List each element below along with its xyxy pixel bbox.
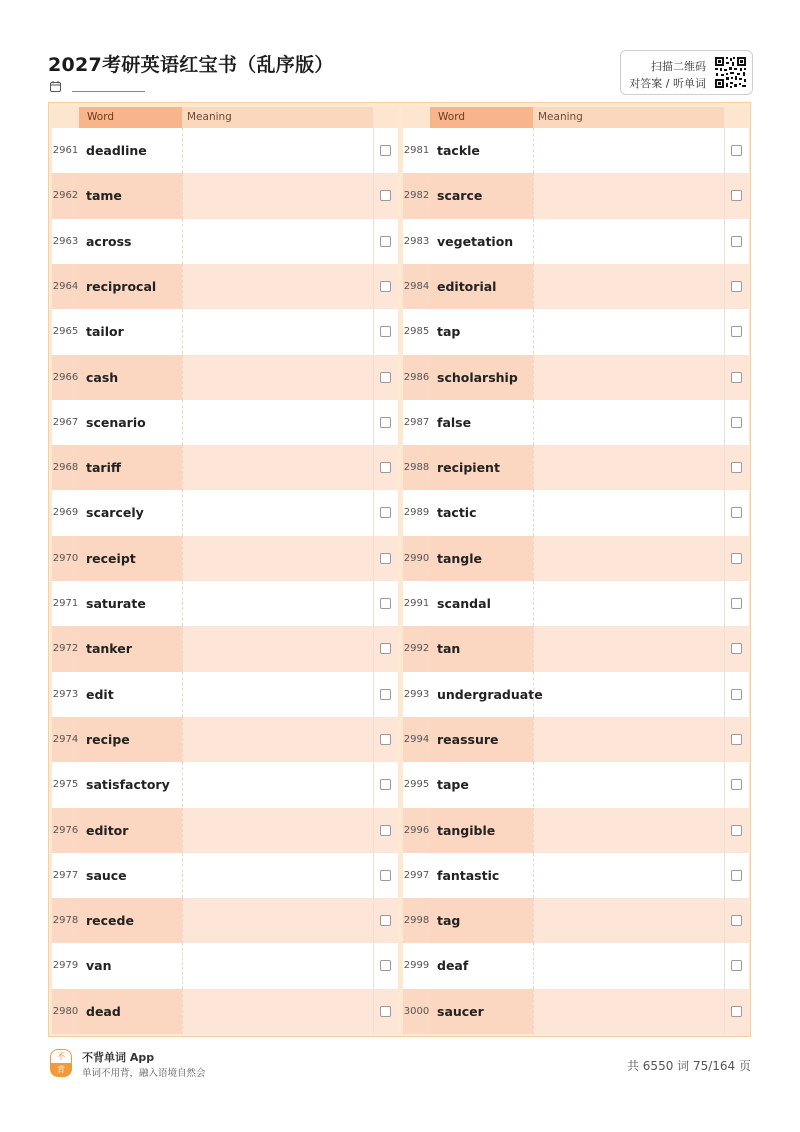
check-cell — [724, 808, 749, 853]
word-text: receipt — [79, 536, 182, 581]
table-row — [52, 717, 398, 762]
meaning-blank[interactable] — [182, 400, 373, 445]
meaning-blank[interactable] — [533, 943, 724, 988]
table-row — [403, 853, 749, 898]
qr-text-line2: 对答案 / 听单词 — [629, 77, 706, 90]
logo-bottom: 背 — [50, 1063, 72, 1077]
word-number: 2972 — [52, 626, 79, 671]
word-number: 2969 — [52, 507, 79, 519]
word-number: 2988 — [403, 445, 430, 490]
meaning-blank[interactable] — [533, 490, 724, 535]
meaning-blank[interactable] — [182, 173, 373, 218]
check-cell — [724, 717, 749, 762]
checkbox-icon[interactable] — [380, 689, 391, 700]
table-row — [52, 445, 398, 490]
word-number: 2989 — [403, 507, 430, 519]
table-row — [52, 581, 398, 626]
word-text: reassure — [430, 717, 533, 762]
checkbox-icon[interactable] — [731, 281, 742, 292]
check-cell — [373, 219, 398, 264]
word-text: tame — [79, 173, 182, 218]
meaning-blank[interactable] — [182, 943, 373, 988]
word-text: fantastic — [437, 867, 500, 883]
table-row — [403, 626, 749, 671]
check-cell — [724, 943, 749, 988]
check-cell — [373, 355, 398, 400]
word-number: 2986 — [403, 355, 430, 400]
word-text: tackle — [437, 143, 480, 158]
word-number: 2974 — [52, 717, 79, 762]
meaning-blank[interactable] — [182, 536, 373, 581]
word-number: 2962 — [52, 173, 79, 218]
word-text: scarcely — [86, 505, 144, 521]
word-text: recipient — [430, 445, 533, 490]
check-cell — [724, 219, 749, 264]
word-text: across — [86, 233, 132, 249]
meaning-blank[interactable] — [182, 672, 373, 717]
word-number: 2970 — [52, 536, 79, 581]
check-cell — [724, 853, 749, 898]
word-text: editorial — [430, 264, 533, 309]
checkbox-icon[interactable] — [380, 236, 391, 247]
checkbox-icon[interactable] — [380, 734, 391, 745]
table-row — [52, 943, 398, 988]
checkbox-icon[interactable] — [731, 598, 742, 609]
check-cell — [373, 536, 398, 581]
right-column — [403, 107, 749, 1033]
vocabulary-table — [48, 102, 751, 1037]
check-cell — [724, 762, 749, 807]
word-text: cash — [79, 355, 182, 400]
word-text: scarce — [430, 173, 533, 218]
meaning-blank[interactable] — [533, 581, 724, 626]
table-row — [52, 762, 398, 807]
table-row — [52, 309, 398, 354]
check-cell — [724, 672, 749, 717]
table-row — [52, 808, 398, 853]
check-cell — [724, 355, 749, 400]
check-cell — [373, 264, 398, 309]
table-row — [403, 898, 749, 943]
table-row — [52, 264, 398, 309]
check-cell — [373, 898, 398, 943]
word-number: 2993 — [403, 688, 430, 700]
meaning-blank[interactable] — [533, 672, 724, 717]
checkbox-icon[interactable] — [380, 1006, 391, 1017]
table-row — [52, 490, 398, 535]
meaning-blank[interactable] — [533, 717, 724, 762]
check-cell — [373, 989, 398, 1034]
table-row — [403, 717, 749, 762]
checkbox-icon[interactable] — [380, 870, 391, 881]
table-row — [403, 989, 749, 1034]
word-number: 2977 — [52, 869, 79, 881]
qr-text — [629, 58, 706, 92]
table-row — [403, 400, 749, 445]
checkbox-icon[interactable] — [380, 825, 391, 836]
meaning-blank[interactable] — [182, 717, 373, 762]
meaning-blank[interactable] — [533, 400, 724, 445]
header-word: Word — [79, 107, 182, 128]
checkbox-icon[interactable] — [731, 507, 742, 518]
word-number: 2990 — [403, 536, 430, 581]
word-number: 2967 — [52, 416, 79, 428]
word-text: sauce — [86, 867, 127, 883]
word-number: 2984 — [403, 264, 430, 309]
table-row — [403, 581, 749, 626]
table-row — [403, 536, 749, 581]
table-row — [403, 219, 749, 264]
word-text: undergraduate — [437, 686, 543, 702]
check-cell — [373, 762, 398, 807]
date-field — [50, 80, 150, 94]
app-slogan: 单词不用背，融入语境自然会 — [82, 1068, 206, 1079]
table-header — [52, 107, 398, 128]
word-number: 2968 — [52, 445, 79, 490]
word-text: saturate — [86, 596, 146, 611]
logo-top: 不 — [50, 1049, 72, 1064]
word-text: saucer — [430, 989, 533, 1034]
calendar-icon — [50, 81, 61, 92]
meaning-blank[interactable] — [533, 808, 724, 853]
word-text: deadline — [86, 143, 147, 158]
checkbox-icon[interactable] — [731, 236, 742, 247]
check-cell — [373, 490, 398, 535]
check-cell — [724, 173, 749, 218]
word-number: 2963 — [52, 235, 79, 247]
word-text: false — [437, 414, 472, 430]
meaning-blank[interactable] — [182, 490, 373, 535]
header-word: Word — [430, 107, 533, 128]
checkbox-icon[interactable] — [731, 960, 742, 971]
word-number: 2995 — [403, 779, 430, 791]
meaning-blank[interactable] — [182, 128, 373, 173]
left-column — [52, 107, 398, 1033]
meaning-blank[interactable] — [533, 989, 724, 1034]
page-info: 共 6550 词 75/164 页 — [626, 1059, 751, 1073]
word-number: 2961 — [52, 145, 79, 156]
meaning-blank[interactable] — [533, 536, 724, 581]
checkbox-icon[interactable] — [380, 598, 391, 609]
checkbox-icon[interactable] — [380, 145, 391, 156]
table-row — [52, 672, 398, 717]
word-text: tan — [430, 626, 533, 671]
table-row — [403, 128, 749, 173]
word-text: vegetation — [437, 233, 514, 249]
checkbox-icon[interactable] — [731, 734, 742, 745]
word-number: 2975 — [52, 779, 79, 791]
check-cell — [373, 400, 398, 445]
checkbox-icon[interactable] — [731, 190, 742, 201]
table-row — [403, 264, 749, 309]
qr-code-icon[interactable] — [714, 56, 747, 89]
table-row — [52, 219, 398, 264]
word-number: 2985 — [403, 326, 430, 338]
word-text: edit — [86, 686, 114, 702]
meaning-blank[interactable] — [533, 355, 724, 400]
word-number: 2966 — [52, 355, 79, 400]
table-row — [52, 853, 398, 898]
meaning-blank[interactable] — [182, 853, 373, 898]
meaning-blank[interactable] — [182, 898, 373, 943]
meaning-blank[interactable] — [182, 355, 373, 400]
check-cell — [373, 581, 398, 626]
word-text: recede — [79, 898, 182, 943]
check-cell — [373, 445, 398, 490]
meaning-blank[interactable] — [182, 762, 373, 807]
check-cell — [724, 128, 749, 173]
word-text: scandal — [437, 596, 491, 611]
qr-card[interactable] — [620, 50, 753, 95]
checkbox-icon[interactable] — [731, 326, 742, 337]
word-number: 2987 — [403, 416, 430, 428]
word-number: 2992 — [403, 626, 430, 671]
table-row — [403, 808, 749, 853]
meaning-blank[interactable] — [533, 128, 724, 173]
checkbox-icon[interactable] — [380, 779, 391, 790]
header-meaning: Meaning — [533, 107, 724, 128]
check-cell — [724, 989, 749, 1034]
checkbox-icon[interactable] — [731, 417, 742, 428]
meaning-blank[interactable] — [182, 445, 373, 490]
word-number: 2976 — [52, 808, 79, 853]
checkbox-icon[interactable] — [731, 1006, 742, 1017]
word-number: 2973 — [52, 688, 79, 700]
header-check-cell — [373, 107, 398, 128]
word-text: tanker — [79, 626, 182, 671]
word-number: 3000 — [403, 989, 430, 1034]
checkbox-icon[interactable] — [380, 190, 391, 201]
meaning-blank[interactable] — [533, 173, 724, 218]
checkbox-icon[interactable] — [731, 643, 742, 654]
checkbox-icon[interactable] — [731, 779, 742, 790]
word-number: 2997 — [403, 869, 430, 881]
word-number: 2996 — [403, 808, 430, 853]
word-text: recipe — [79, 717, 182, 762]
page-title: 2027考研英语红宝书（乱序版） — [48, 54, 334, 76]
word-number: 2991 — [403, 598, 430, 609]
word-text: editor — [79, 808, 182, 853]
table-row — [403, 762, 749, 807]
table-row — [403, 309, 749, 354]
date-blank-line — [72, 91, 145, 92]
word-text: tangle — [430, 536, 533, 581]
header-number-cell — [52, 107, 79, 128]
word-number: 2980 — [52, 989, 79, 1034]
check-cell — [373, 672, 398, 717]
checkbox-icon[interactable] — [731, 372, 742, 383]
checkbox-icon[interactable] — [380, 507, 391, 518]
check-cell — [724, 445, 749, 490]
word-number: 2982 — [403, 173, 430, 218]
checkbox-icon[interactable] — [380, 960, 391, 971]
table-row — [403, 355, 749, 400]
check-cell — [373, 173, 398, 218]
word-text: van — [86, 958, 112, 974]
word-text: satisfactory — [86, 777, 170, 793]
check-cell — [724, 581, 749, 626]
word-text: reciprocal — [79, 264, 182, 309]
word-number: 2998 — [403, 898, 430, 943]
checkbox-icon[interactable] — [380, 417, 391, 428]
check-cell — [724, 264, 749, 309]
checkbox-icon[interactable] — [731, 689, 742, 700]
word-text: tag — [430, 898, 533, 943]
checkbox-icon[interactable] — [731, 825, 742, 836]
check-cell — [724, 309, 749, 354]
word-number: 2964 — [52, 264, 79, 309]
check-cell — [373, 853, 398, 898]
table-row — [403, 173, 749, 218]
meaning-blank[interactable] — [182, 219, 373, 264]
table-row — [52, 400, 398, 445]
word-number: 2981 — [403, 145, 430, 156]
word-text: dead — [79, 989, 182, 1034]
word-text: tactic — [437, 505, 477, 521]
check-cell — [373, 626, 398, 671]
checkbox-icon[interactable] — [731, 915, 742, 926]
header-meaning: Meaning — [182, 107, 373, 128]
word-number: 2978 — [52, 898, 79, 943]
meaning-blank[interactable] — [533, 309, 724, 354]
word-number: 2994 — [403, 717, 430, 762]
checkbox-icon[interactable] — [731, 553, 742, 564]
word-text: tariff — [79, 445, 182, 490]
checkbox-icon[interactable] — [380, 326, 391, 337]
check-cell — [724, 536, 749, 581]
table-header — [403, 107, 749, 128]
word-text: tap — [437, 324, 461, 340]
checkbox-icon[interactable] — [731, 462, 742, 473]
meaning-blank[interactable] — [533, 219, 724, 264]
table-row — [52, 128, 398, 173]
check-cell — [724, 626, 749, 671]
check-cell — [724, 490, 749, 535]
header-check-cell — [724, 107, 749, 128]
word-text: scenario — [86, 414, 146, 430]
word-text: tape — [437, 777, 469, 793]
header-number-cell — [403, 107, 430, 128]
checkbox-icon[interactable] — [380, 643, 391, 654]
word-number: 2979 — [52, 960, 79, 972]
word-text: tailor — [86, 324, 124, 340]
word-text: tangible — [430, 808, 533, 853]
check-cell — [373, 309, 398, 354]
meaning-blank[interactable] — [533, 762, 724, 807]
table-row — [52, 355, 398, 400]
meaning-blank[interactable] — [533, 445, 724, 490]
meaning-blank[interactable] — [182, 264, 373, 309]
app-name: 不背单词 App — [82, 1051, 155, 1064]
word-number: 2983 — [403, 235, 430, 247]
meaning-blank[interactable] — [533, 264, 724, 309]
word-number: 2971 — [52, 598, 79, 609]
meaning-blank[interactable] — [533, 626, 724, 671]
checkbox-icon[interactable] — [380, 372, 391, 383]
check-cell — [373, 943, 398, 988]
checkbox-icon[interactable] — [380, 915, 391, 926]
qr-text-line1: 扫描二维码 — [651, 60, 706, 73]
table-row — [52, 626, 398, 671]
check-cell — [373, 717, 398, 762]
table-row — [403, 943, 749, 988]
check-cell — [724, 898, 749, 943]
word-number: 2999 — [403, 960, 430, 972]
meaning-blank[interactable] — [182, 309, 373, 354]
meaning-blank[interactable] — [533, 853, 724, 898]
meaning-blank[interactable] — [533, 898, 724, 943]
table-row — [52, 536, 398, 581]
table-row — [403, 445, 749, 490]
table-row — [52, 989, 398, 1034]
word-text: scholarship — [430, 355, 533, 400]
app-logo-icon — [50, 1049, 72, 1077]
table-row — [52, 173, 398, 218]
check-cell — [373, 808, 398, 853]
checkbox-icon[interactable] — [380, 462, 391, 473]
meaning-blank[interactable] — [182, 626, 373, 671]
checkbox-icon[interactable] — [380, 281, 391, 292]
word-number: 2965 — [52, 326, 79, 338]
check-cell — [373, 128, 398, 173]
checkbox-icon[interactable] — [731, 145, 742, 156]
check-cell — [724, 400, 749, 445]
table-row — [403, 672, 749, 717]
checkbox-icon[interactable] — [731, 870, 742, 881]
meaning-blank[interactable] — [182, 581, 373, 626]
table-row — [403, 490, 749, 535]
checkbox-icon[interactable] — [380, 553, 391, 564]
meaning-blank[interactable] — [182, 989, 373, 1034]
word-text: deaf — [437, 958, 469, 974]
meaning-blank[interactable] — [182, 808, 373, 853]
table-row — [52, 898, 398, 943]
